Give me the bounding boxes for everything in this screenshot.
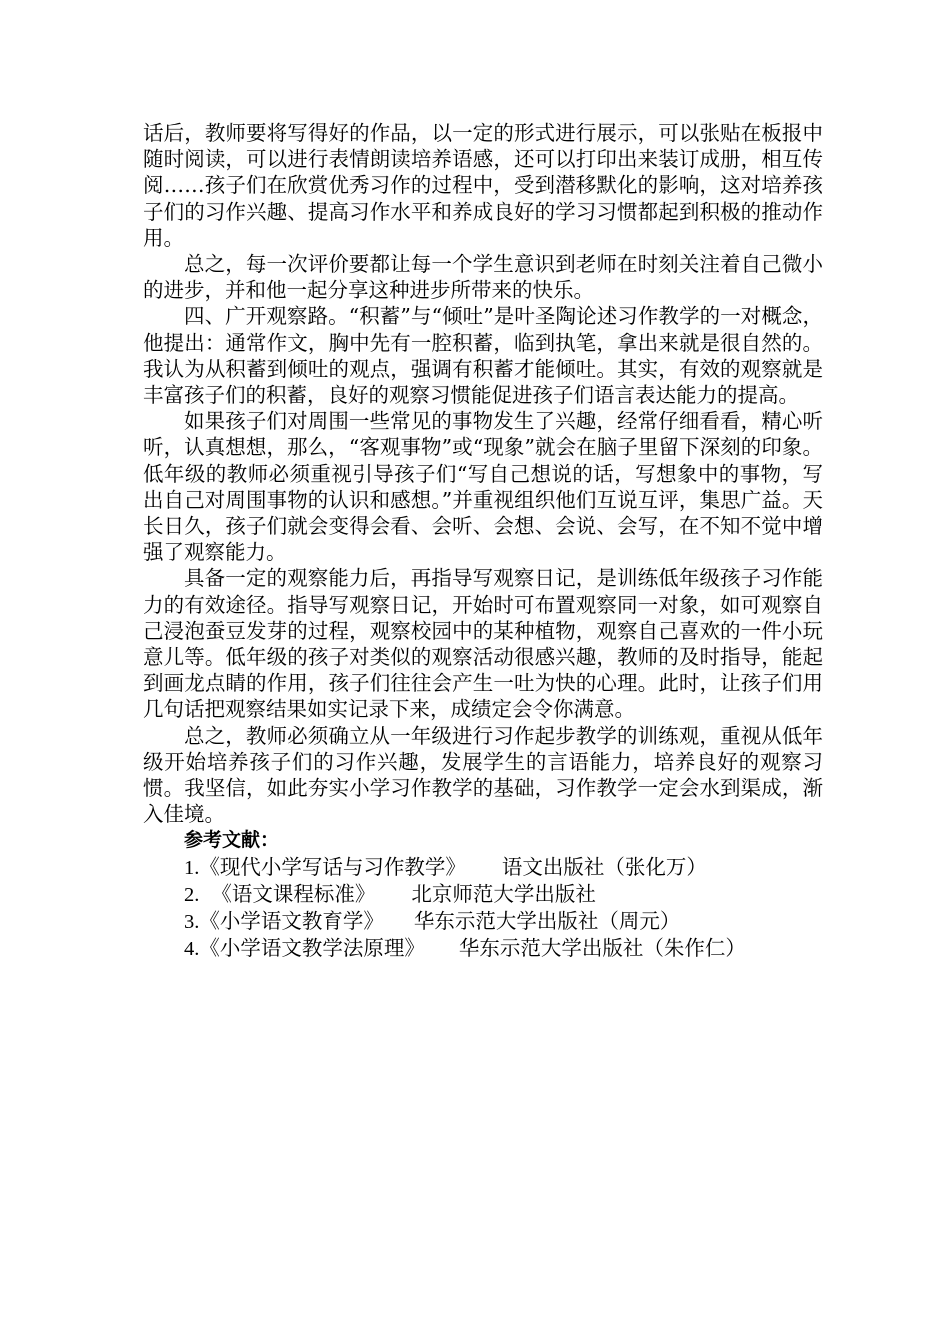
reference-number: 1. xyxy=(184,856,200,879)
paragraph-continuation: 话后，教师要将写得好的作品，以一定的形式进行展示，可以张贴在板报中随时阅读，可以进行表情朗读培养语感，还可以打印出来装订成册，相互传阅……孩子们在欣赏优秀习作的过程中，受到潜移默化的影响，这对培养孩子们的习作兴趣、提高习作水平和养成良好的学习习惯都起到积极的推动作用。 xyxy=(143,121,823,250)
reference-book: 《小学语文教育学》 xyxy=(199,909,384,934)
reference-number: 4. xyxy=(184,938,200,961)
reference-publisher: 华东示范大学出版社（周元） xyxy=(413,909,681,934)
reference-item xyxy=(143,935,823,962)
reference-item xyxy=(143,881,823,908)
reference-number: 3. xyxy=(184,911,200,934)
paragraph-observation-diary: 具备一定的观察能力后，再指导写观察日记，是训练低年级孩子习作能力的有效途径。指导写观察日记，开始时可布置观察同一对象，如可观察自己浸泡蚕豆发芽的过程，观察校园中的某种植物，观察自己喜欢的一件小玩意儿等。低年级的孩子对类似的观察活动很感兴趣，教师的及时指导，能起到画龙点睛的作用，孩子们往往会产生一吐为快的心理。此时，让孩子们用几句话把观察结果如实记录下来，成绩定会令你满意。 xyxy=(143,566,823,722)
reference-book: 《语文课程标准》 xyxy=(211,881,376,906)
reference-item xyxy=(143,908,823,935)
paragraph-conclusion: 总之，教师必须确立从一年级进行习作起步教学的训练观，重视从低年级开始培养孩子们的习作兴趣，发展学生的言语能力，培养良好的观察习惯。我坚信，如此夯实小学习作教学的基础，习作教学一定会水到渠成，渐入佳境。 xyxy=(143,723,823,827)
paragraph-observation-heading: 四、广开观察路。“积蓄”与“倾吐”是叶圣陶论述习作教学的一对概念，他提出：通常作文，胸中先有一腔积蓄，临到执笔，拿出来就是很自然的。我认为从积蓄到倾吐的观点，强调有积蓄才能倾吐。其实，有效的观察就是丰富孩子们的积蓄，良好的观察习惯能促进孩子们语言表达能力的提高。 xyxy=(143,304,823,408)
reference-publisher: 语文出版社（张化万） xyxy=(501,854,707,879)
paragraph-observation-interest: 如果孩子们对周围一些常见的事物发生了兴趣，经常仔细看看，精心听听，认真想想，那么，“客观事物”或“现象”就会在脑子里留下深刻的印象。低年级的教师必须重视引导孩子们“写自己想说的话，写想象中的事物，写出自己对周围事物的认识和感想。”并重视组织他们互说互评，集思广益。天长日久，孩子们就会变得会看、会听、会想、会说、会写，在不知不觉中增强了观察能力。 xyxy=(143,409,823,565)
references-title: 参考文献： xyxy=(184,829,280,852)
reference-book: 《小学语文教学法原理》 xyxy=(199,936,425,961)
reference-number: 2. xyxy=(184,883,200,906)
reference-item xyxy=(143,854,823,881)
reference-book: 《现代小学写话与习作教学》 xyxy=(199,854,466,879)
reference-publisher: 华东示范大学出版社（朱作仁） xyxy=(458,936,746,961)
reference-publisher: 北京师范大学出版社 xyxy=(411,881,596,906)
paragraph-evaluation-summary: 总之，每一次评价要都让每一个学生意识到老师在时刻关注着自己微小的进步，并和他一起分享这种进步所带来的快乐。 xyxy=(143,252,823,303)
document-body xyxy=(143,120,823,963)
